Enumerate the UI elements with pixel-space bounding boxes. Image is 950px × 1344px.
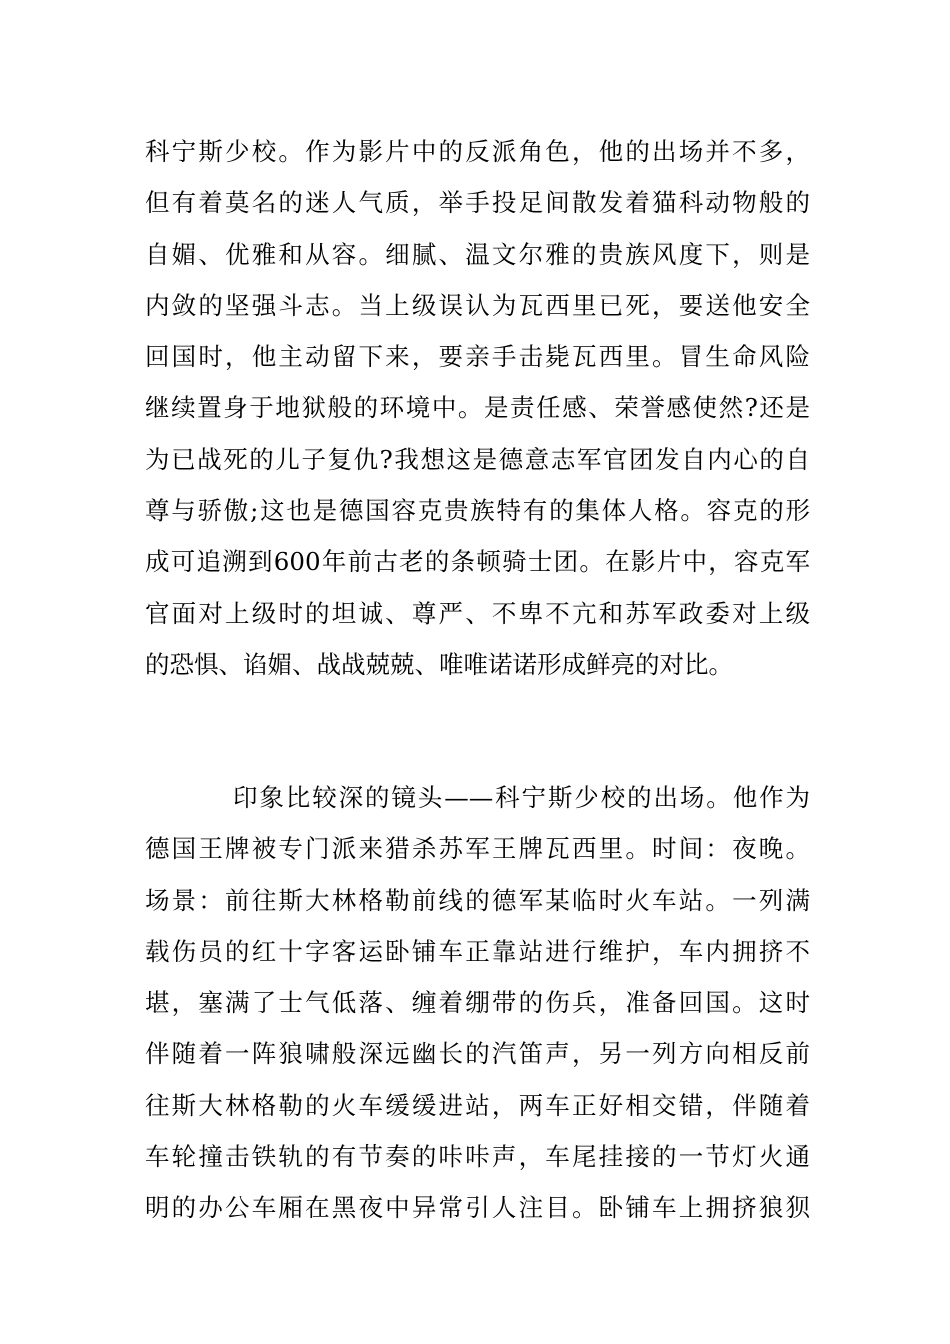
text-line: 但有着莫名的迷人气质，举手投足间散发着猫科动物般的 bbox=[145, 188, 810, 218]
paragraph-2 bbox=[145, 772, 810, 1234]
text-line: 的恐惧、谄媚、战战兢兢、唯唯诺诺形成鲜亮的对比。 bbox=[145, 649, 733, 679]
text-line: 成可追溯到600年前古老的条顿骑士团。在影片中，容克军 bbox=[145, 547, 810, 577]
text-line: 尊与骄傲;这也是德国容克贵族特有的集体人格。容克的形 bbox=[145, 496, 810, 526]
text-line: 车轮撞击铁轨的有节奏的咔咔声，车尾挂接的一节灯火通 bbox=[145, 1142, 810, 1172]
paragraph-1 bbox=[145, 126, 810, 690]
text-line: 官面对上级时的坦诚、尊严、不卑不亢和苏军政委对上级 bbox=[145, 598, 810, 628]
text-line: 内敛的坚强斗志。当上级误认为瓦西里已死，要送他安全 bbox=[145, 290, 810, 320]
text-line: 明的办公车厢在黑夜中异常引人注目。卧铺车上拥挤狼狈 bbox=[145, 1193, 810, 1223]
text-line: 为已战死的儿子复仇?我想这是德意志军官团发自内心的自 bbox=[145, 444, 810, 474]
text-line: 堪，塞满了士气低落、缠着绷带的伤兵，准备回国。这时 bbox=[145, 988, 810, 1018]
text-line: 科宁斯少校。作为影片中的反派角色，他的出场并不多， bbox=[145, 137, 810, 166]
text-line: 回国时，他主动留下来，要亲手击毙瓦西里。冒生命风险 bbox=[145, 342, 810, 372]
text-line: 德国王牌被专门派来猎杀苏军王牌瓦西里。时间：夜晚。 bbox=[145, 834, 810, 864]
text-line: 继续置身于地狱般的环境中。是责任感、荣誉感使然?还是 bbox=[145, 393, 810, 423]
text-line: 伴随着一阵狼啸般深远幽长的汽笛声，另一列方向相反前 bbox=[145, 1039, 810, 1069]
text-line: 往斯大林格勒的火车缓缓进站，两车正好相交错，伴随着 bbox=[145, 1090, 810, 1120]
text-line: 场景：前往斯大林格勒前线的德军某临时火车站。一列满 bbox=[145, 885, 810, 915]
text-line: 印象比较深的镜头——科宁斯少校的出场。他作为 bbox=[233, 783, 810, 812]
text-line: 载伤员的红十字客运卧铺车正靠站进行维护，车内拥挤不 bbox=[145, 936, 810, 966]
text-line: 自媚、优雅和从容。细腻、温文尔雅的贵族风度下，则是 bbox=[145, 239, 810, 269]
